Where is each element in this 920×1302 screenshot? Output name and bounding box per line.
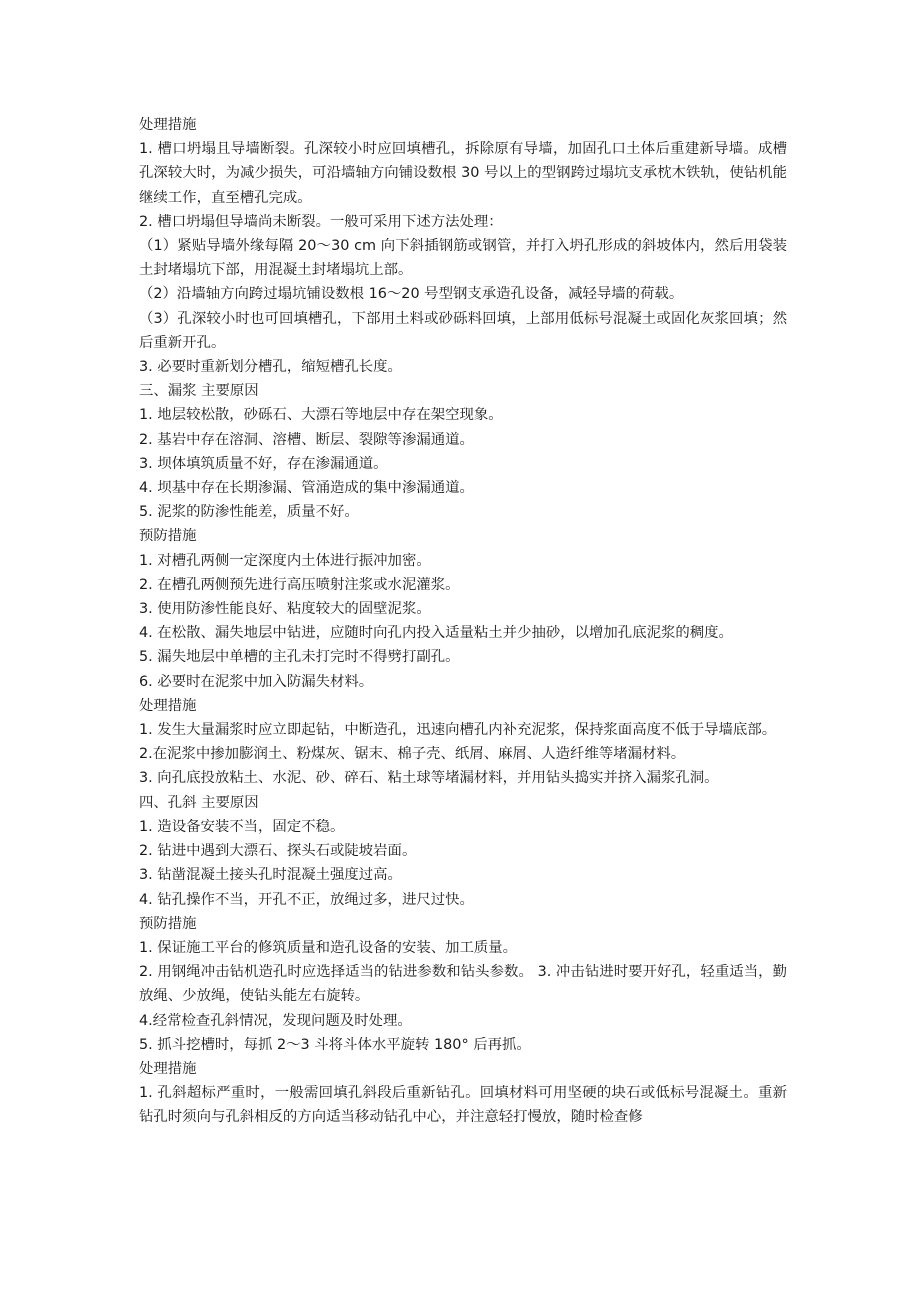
section-heading-treatment: 处理措施: [139, 117, 197, 133]
paragraph: 1. 对槽孔两侧一定深度内土体进行振冲加密。: [139, 552, 431, 569]
paragraph: 3. 坝体填筑质量不好，存在渗漏通道。: [139, 455, 388, 472]
section-heading-prevention: 预防措施: [139, 528, 197, 545]
section-heading-leakage: 三、漏浆 主要原因: [139, 383, 259, 400]
section-heading-treatment: 处理措施: [139, 697, 197, 714]
paragraph: 2. 用钢绳冲击钻机造孔时应选择适当的钻进参数和钻头参数。 3. 冲击钻进时要开好孔，轻重适当，勤放绳、少放绳，使钻头能左右旋转。: [139, 964, 787, 1005]
paragraph: 2. 槽口坍塌但导墙尚未断裂。一般可采用下述方法处理：: [139, 213, 503, 230]
paragraph: 3. 钻凿混凝土接头孔时混凝土强度过高。: [139, 867, 402, 884]
paragraph: 4. 在松散、漏失地层中钻进，应随时向孔内投入适量粘土并少抽砂，以增加孔底泥浆的稠度。: [139, 625, 733, 642]
paragraph: 2. 基岩中存在溶洞、溶槽、断层、裂隙等渗漏通道。: [139, 431, 474, 448]
paragraph: （2）沿墙轴方向跨过塌坑铺设数根 16～20 号型钢支承造孔设备，减轻导墙的荷载。: [139, 286, 684, 303]
paragraph: 4. 钻孔操作不当，开孔不正，放绳过多，进尺过快。: [139, 891, 474, 908]
paragraph: 3. 必要时重新划分槽孔，缩短槽孔长度。: [139, 359, 402, 376]
paragraph: 1. 造设备安装不当，固定不稳。: [139, 818, 345, 835]
paragraph: （1）紧贴导墙外缘每隔 20～30 cm 向下斜插钢筋或钢管，并打入坍孔形成的斜坡体内，然后用袋装土封堵塌坑下部，用混凝土封堵塌坑上部。: [139, 238, 787, 279]
paragraph: 6. 必要时在泥浆中加入防漏失材料。: [139, 673, 374, 690]
paragraph: 3. 使用防渗性能良好、粘度较大的固壁泥浆。: [139, 601, 431, 618]
paragraph: 5. 漏失地层中单槽的主孔未打完时不得劈打副孔。: [139, 649, 460, 666]
paragraph: 5. 抓斗挖槽时，每抓 2～3 斗将斗体水平旋转 180° 后再抓。: [139, 1036, 531, 1053]
paragraph: （3）孔深较小时也可回填槽孔，下部用土料或砂砾料回填，上部用低标号混凝土或固化灰浆回填；然后重新开孔。: [139, 310, 787, 351]
paragraph: 2. 钻进中遇到大漂石、探头石或陡坡岩面。: [139, 843, 417, 860]
document-body: [139, 113, 787, 1130]
paragraph: 1. 保证施工平台的修筑质量和造孔设备的安装、加工质量。: [139, 939, 518, 956]
paragraph: 3. 向孔底投放粘土、水泥、砂、碎石、粘土球等堵漏材料，并用钻头捣实并挤入漏浆孔洞。: [139, 770, 719, 787]
paragraph: 2.在泥浆中掺加膨润土、粉煤灰、锯末、棉子壳、纸屑、麻屑、人造纤维等堵漏材料。: [139, 746, 686, 763]
paragraph: 2. 在槽孔两侧预先进行高压喷射注浆或水泥灌浆。: [139, 576, 460, 593]
paragraph: 4. 坝基中存在长期渗漏、管涌造成的集中渗漏通道。: [139, 480, 474, 497]
paragraph: 1. 发生大量漏浆时应立即起钻，中断造孔，迅速向槽孔内补充泥浆，保持浆面高度不低于导墙底部。: [139, 722, 777, 739]
paragraph: 4.经常检查孔斜情况，发现问题及时处理。: [139, 1012, 412, 1029]
paragraph: 1. 孔斜超标严重时，一般需回填孔斜段后重新钻孔。回填材料可用坚硬的块石或低标号混凝土。重新钻孔时须向与孔斜相反的方向适当移动钻孔中心，并注意轻打慢放，随时检查修: [139, 1085, 787, 1126]
paragraph: 1. 槽口坍塌且导墙断裂。孔深较小时应回填槽孔，拆除原有导墙，加固孔口土体后重建新导墙。成槽孔深较大时，为减少损失，可沿墙轴方向铺设数根 30 号以上的型钢跨过塌坑支承枕木铁轨，使钻机能继续工作，直至槽孔完成。: [139, 141, 787, 206]
section-heading-treatment: 处理措施: [139, 1060, 197, 1077]
section-heading-inclination: 四、孔斜 主要原因: [139, 794, 259, 811]
section-heading-prevention: 预防措施: [139, 915, 197, 932]
paragraph: 1. 地层较松散，砂砾石、大漂石等地层中存在架空现象。: [139, 407, 503, 424]
paragraph: 5. 泥浆的防渗性能差，质量不好。: [139, 504, 359, 521]
